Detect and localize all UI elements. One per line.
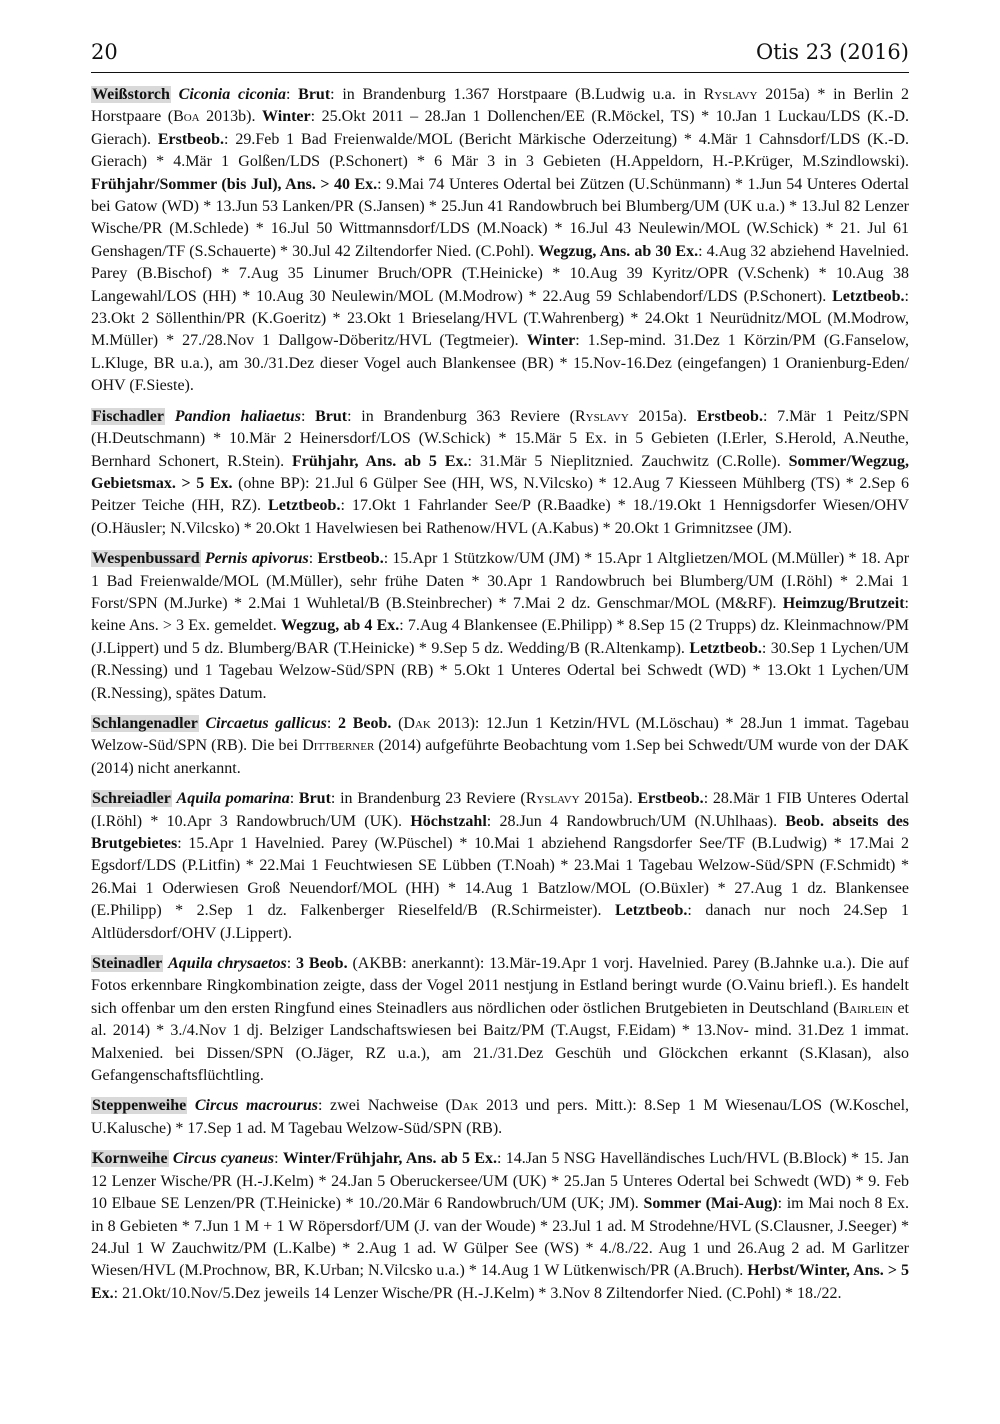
species-entry	[91, 788, 909, 945]
species-name: Steppenweihe	[92, 1097, 187, 1115]
section-label: Winter	[526, 332, 576, 350]
author-citation: Ryslavy	[703, 86, 758, 103]
section-label: 2 Beob.	[338, 714, 392, 732]
entry-text: : in Brandenburg 23 Reviere (	[330, 790, 526, 808]
author-citation: Ryslavy	[574, 407, 629, 425]
entry-text: 2013b).	[199, 108, 263, 126]
section-label: Höchstzahl	[410, 812, 487, 830]
section-label: Frühjahr, Ans. ab 5 Ex.	[292, 452, 468, 470]
section-label: Sommer/Wegzug, Gebietsmax. > 5 Ex.	[91, 452, 910, 492]
entry-text: : 14.Jan 5 NSG Havelländisches Luch/HVL (B.Block) * 15. Jan 12 Lenzer Wische/PR (H.-J.Kelm) * 24.Jan 5 Oberuckersee/UM (UK) * 25.Jan 5 Unteres Odertal bei Schwedt (WD) * 9. Feb 10 Elbaue SE Lenzen/PR (T.Heinicke) * 10./20.Mär 6 Randowbruch/UM (UK; JM).	[91, 1150, 909, 1213]
entry-text: :	[308, 550, 318, 568]
section-label: Wegzug, Ans. ab 30 Ex.	[538, 242, 699, 260]
species-name: Wespenbussard	[92, 550, 200, 568]
entry-text: :	[300, 407, 316, 425]
entry-text: : 31.Mär 5 Nieplitznied. Zauchwitz (C.Rolle).	[467, 452, 789, 470]
species-name: Schreiadler	[92, 790, 171, 808]
entry-text: 2013 und pers. Mitt.): 8.Sep 1 M Wiesenau/LOS (W.Koschel, U.Kalusche) * 17.Sep 1 ad. M Tagebau Welzow-Süd/SPN (RB).	[91, 1097, 910, 1137]
entry-text: 2015a).	[579, 790, 638, 808]
section-label: Winter	[262, 108, 311, 126]
section-label: Beob. abseits des Brutgebietes	[91, 812, 910, 852]
entry-text: 2015a) * in Berlin 2 Horstpaare (	[91, 86, 910, 126]
entry-text: : 15.Apr 1 Stützkow/UM (JM) * 15.Apr 1 Altglietzen/MOL (M.Müller) * 18. Apr 1 Bad Freienwalde/MOL (M.Müller), sehr frühe Daten * 30.Apr 1 Randowbruch bei Blumberg/UM (I.Röhl) * 2.Mai 1 Forst/SPN (M.Jurke) * 2.Mai 1 Wuhletal/B (B.Steinbrecher) * 7.Mai 2 dz. Genschmar/MOL (M&RF).	[91, 550, 910, 612]
section-label: Sommer (Mai-Aug)	[643, 1195, 778, 1213]
section-label: Letztbeob.	[614, 902, 688, 920]
entry-text: : 29.Feb 1 Bad Freienwalde/MOL (Bericht Märkische Oderzeitung) * 4.Mär 1 Cahnsdorf/LDS (K.-D. Gierach) * 4.Mär 1 Golßen/LDS (P.Schonert) * 6 Mär 3 in 3 Gebieten (H.Appeldorn, H.-P.Krüger, M.Szindlowski).	[91, 130, 909, 171]
entry-text: : in Brandenburg 1.367 Horstpaare (B.Ludwig u.a. in	[330, 86, 704, 103]
species-name: Steinadler	[92, 955, 163, 973]
entry-text: : 28.Mär 1 FIB Unteres Odertal (I.Röhl) * 10.Apr 3 Randowbruch/UM (UK).	[91, 790, 910, 830]
entry-text: : 15.Apr 1 Havelnied. Parey (W.Püschel) * 10.Mai 1 abziehend Rangsdorfer See/TF (B.Ludwig) * 17.Mai 2 Egsdorf/LDS (P.Litfin) * 22.Mai 1 Feuchtwiesen SE Lübben (T.Noah) * 23.Mai 1 Tagebau Welzow-Süd/SPN (F.Schmidt) * 26.Mai 1 Oderwiesen Groß Neuendorf/MOL (HH) * 14.Aug 1 Batzlow/MOL (O.Büxler) * 27.Aug 1 dz. Blankensee (E.Philipp) * 2.Sep 1 dz. Falkenberger Rieselfeld/B (R.Schirmeister).	[91, 835, 909, 920]
species-entry	[91, 406, 909, 540]
section-label: Erstbeob.	[637, 790, 704, 808]
species-latin-name: Pandion haliaetus	[174, 407, 301, 425]
entry-text: 2013): 12.Jun 1 Ketzin/HVL (M.Löschau) * 28.Jun 1 immat. Tagebau Welzow-Süd/SPN (RB). Die bei	[91, 714, 910, 755]
entry-text: : 17.Okt 1 Fahrlander See/P (R.Baadke) * 18./19.Okt 1 Hennigsdorfer Wiesen/OHV (O.Häusler; N.Vilcsko) * 20.Okt 1 Havelwiesen bei Rathenow/HVL (A.Kabus) * 20.Okt 1 Grimnitzsee (JM).	[91, 497, 910, 537]
section-label: Erstbeob.	[317, 550, 384, 568]
section-label: Letztbeob.	[268, 497, 341, 515]
journal-title: Otis 23 (2016)	[755, 40, 909, 64]
entry-text: : 25.Okt 2011 – 28.Jan 1 Dollenchen/EE (R.Möckel, TS) * 10.Jan 1 Luckau/LDS (K.-D. Gierach).	[91, 108, 909, 148]
section-label: Letztbeob.	[689, 639, 762, 657]
entry-text: (AKBB: anerkannt): 13.Mär-19.Apr 1 vorj. Havelnied. Parey (B.Jahnke u.a.). Die auf Fotos erkennbare Ringkombination zeigte, dass der Vogel 2011 nestjung in Estland beringt wurde (O.Vainu briefl.). Es handelt sich offenbar um den ersten Ringfund eines Steinadlers aus nördlichen oder östlichen Brutgebieten in Deutschland (	[91, 955, 909, 1017]
entry-text: (	[391, 714, 404, 732]
section-label: Frühjahr/Sommer (bis Jul), Ans. > 40 Ex.	[91, 175, 378, 193]
author-citation: Ryslavy	[525, 790, 580, 808]
entry-text: (2014) aufgeführte Beobachtung vom 1.Sep bei Schwedt/UM wurde von der DAK (2014) nicht anerkannt.	[91, 737, 909, 777]
entry-text: et al. 2014) * 3./4.Nov 1 dj. Belziger Landschaftswiesen bei Baitz/PM (T.Augst, F.Eidam) * 13.Nov- mind. 31.Dez 1 immat. Malxenied. bei Dissen/SPN (O.Jäger, RZ u.a.), am 21./31.Dez Geschüh und Glöckchen erkannt (S.Klasan), also Gefangenschaftsflüchtling.	[91, 999, 910, 1085]
species-latin-name: Circaetus gallicus	[205, 714, 327, 732]
entry-text: :	[286, 955, 297, 973]
entry-text: : 4.Aug 32 abziehend Havelnied. Parey (B.Bischof) * 7.Aug 35 Linumer Bruch/OPR (T.Heinicke) * 10.Aug 39 Kyritz/OPR (V.Schenk) * 10.Aug 38 Langewahl/LOS (HH) * 10.Aug 30 Neulewin/MOL (M.Modrow) * 22.Aug 59 Schlabendorf/LDS (P.Schonert).	[91, 242, 909, 305]
section-label: 3 Beob.	[296, 955, 348, 973]
entry-text: : zwei Nachweise (	[318, 1097, 451, 1115]
entry-text: :	[285, 86, 299, 103]
species-latin-name: Circus macrourus	[194, 1097, 319, 1115]
section-label: Erstbeob.	[696, 407, 763, 425]
section-label: Winter/Frühjahr, Ans. ab 5 Ex.	[282, 1150, 498, 1168]
entry-text: : 23.Okt 2 Söllenthin/PR (K.Goeritz) * 23.Okt 1 Brieselang/HVL (T.Wahrenberg) * 24.Okt 1 Neurüdnitz/MOL (M.Modrow, M.Müller) * 27./28.Nov 1 Dallgow-Döberitz/HVL (Tegtmeier).	[91, 287, 909, 350]
entry-text: : 28.Jun 4 Randowbruch/UM (N.Uhlhaas).	[486, 812, 786, 830]
entry-text: : keine Ans. > 3 Ex. gemeldet.	[91, 594, 909, 635]
section-label: Heimzug/Brutzeit	[782, 594, 905, 612]
entry-text: : 9.Mai 74 Unteres Odertal bei Zützen (U.Schünmann) * 1.Jun 54 Unteres Odertal bei Gatow (WD) * 13.Jun 53 Lanken/PR (S.Jansen) * 25.Jun 41 Randowbruch bei Blumberg/UM (UK u.a.) * 13.Jul 82 Lenzer Wische/PR (M.Schlede) * 16.Jul 50 Wittmannsdorf/LDS (M.Noack) * 16.Jul 43 Neulewin/MOL (W.Schick) * 21. Jul 61 Genshagen/TF (S.Schauerte) * 30.Jul 42 Ziltendorfer Nied. (C.Pohl).	[91, 175, 909, 260]
entry-text: : danach nur noch 24.Sep 1 Altlüdersdorf/OHV (J.Lippert).	[91, 902, 909, 942]
species-accounts	[91, 84, 909, 1313]
entry-text: :	[326, 714, 339, 732]
entry-text: (ohne BP): 21.Jul 6 Gülper See (HH, WS, N.Vilcsko) * 12.Aug 7 Kiesseen Mühlberg (TS) * 2.Sep 6 Peitzer Teiche (HH, RZ).	[91, 474, 909, 515]
species-name: Weißstorch	[92, 86, 170, 103]
species-entry	[91, 1095, 909, 1140]
species-name: Kornweihe	[92, 1150, 168, 1168]
species-latin-name: Pernis apivorus	[204, 550, 309, 568]
section-label: Herbst/Winter, Ans. > 5 Ex.	[91, 1262, 909, 1302]
entry-text: 2015a).	[628, 407, 697, 425]
species-name: Schlangenadler	[92, 714, 198, 732]
author-citation: Boa	[173, 108, 200, 126]
species-name: Fischadler	[92, 407, 164, 425]
species-latin-name: Ciconia ciconia	[178, 86, 286, 103]
author-citation: Bairlein	[838, 999, 894, 1017]
page-header	[91, 40, 909, 73]
species-latin-name: Aquila chrysaetos	[168, 955, 287, 973]
species-entry	[91, 953, 909, 1087]
entry-text: : in Brandenburg 363 Reviere (	[347, 407, 575, 425]
entry-text: : 1.Sep-mind. 31.Dez 1 Körzin/PM (G.Fanselow, L.Kluge, BR u.a.), am 30./31.Dez dieser Vogel auch Blankensee (BR) * 15.Nov-16.Dez (eingefangen) 1 Oranienburg-Eden/ OHV (F.Sieste).	[91, 332, 910, 395]
author-citation: Dak	[450, 1097, 479, 1115]
section-label: Brut	[298, 86, 331, 103]
entry-text: : 21.Okt/10.Nov/5.Dez jeweils 14 Lenzer Wische/PR (H.-J.Kelm) * 3.Nov 8 Ziltendorfer Nied. (C.Pohl) * 18./22.	[113, 1284, 842, 1302]
section-label: Wegzug, ab 4 Ex.	[280, 617, 400, 635]
author-citation: Dittberner	[302, 737, 375, 755]
species-entry	[91, 1148, 909, 1305]
author-citation: Dak	[403, 714, 431, 732]
species-entry	[91, 713, 909, 780]
section-label: Brut	[298, 790, 331, 808]
page-number: 20	[91, 40, 118, 64]
species-latin-name: Aquila pomarina	[176, 790, 290, 808]
entry-text: : 7.Aug 4 Blankensee (E.Philipp) * 8.Sep 15 (2 Trupps) dz. Kleinmachnow/PM (J.Lippert) und 5 dz. Blumberg/BAR (T.Heinicke) * 9.Sep 5 dz. Wedding/B (R.Altenkamp).	[91, 617, 910, 657]
entry-text: : 30.Sep 1 Lychen/UM (R.Nessing) und 1 Tagebau Welzow-Süd/SPN (RB) * 5.Okt 1 Unteres Odertal bei Schwedt (WD) * 13.Okt 1 Lychen/UM (R.Nessing), spätes Datum.	[91, 639, 910, 702]
entry-text: : im Mai noch 8 Ex. in 8 Gebieten * 7.Jun 1 M + 1 W Röpersdorf/UM (J. van der Woude) * 23.Jul 1 ad. M Strodehne/HVL (S.Clausner, J.Seeger) * 24.Jul 1 W Zauchwitz/PM (L.Kalbe) * 2.Aug 1 ad. W Gülper See (WS) * 4./8./22. Aug 1 und 26.Aug 2 ad. M Garlitzer Wiesen/HVL (M.Prochnow, BR, K.Urban; N.Vilcsko u.a.) * 14.Aug 1 W Lütkenwisch/PR (A.Bruch).	[91, 1195, 909, 1280]
entry-text: :	[274, 1150, 283, 1168]
entry-text: : 7.Mär 1 Peitz/SPN (H.Deutschmann) * 10.Mär 2 Heinersdorf/LOS (W.Schick) * 15.Mär 5 Ex. in 5 Gebieten (I.Erler, S.Herold, A.Neuthe, Bernhard Schonert, R.Stein).	[91, 407, 910, 470]
section-label: Erstbeob.	[157, 130, 225, 148]
species-entry	[91, 548, 909, 705]
species-entry	[91, 84, 909, 398]
section-label: Letztbeob.	[832, 287, 905, 305]
species-latin-name: Circus cyaneus	[172, 1150, 275, 1168]
entry-text: :	[289, 790, 299, 808]
section-label: Brut	[315, 407, 348, 425]
